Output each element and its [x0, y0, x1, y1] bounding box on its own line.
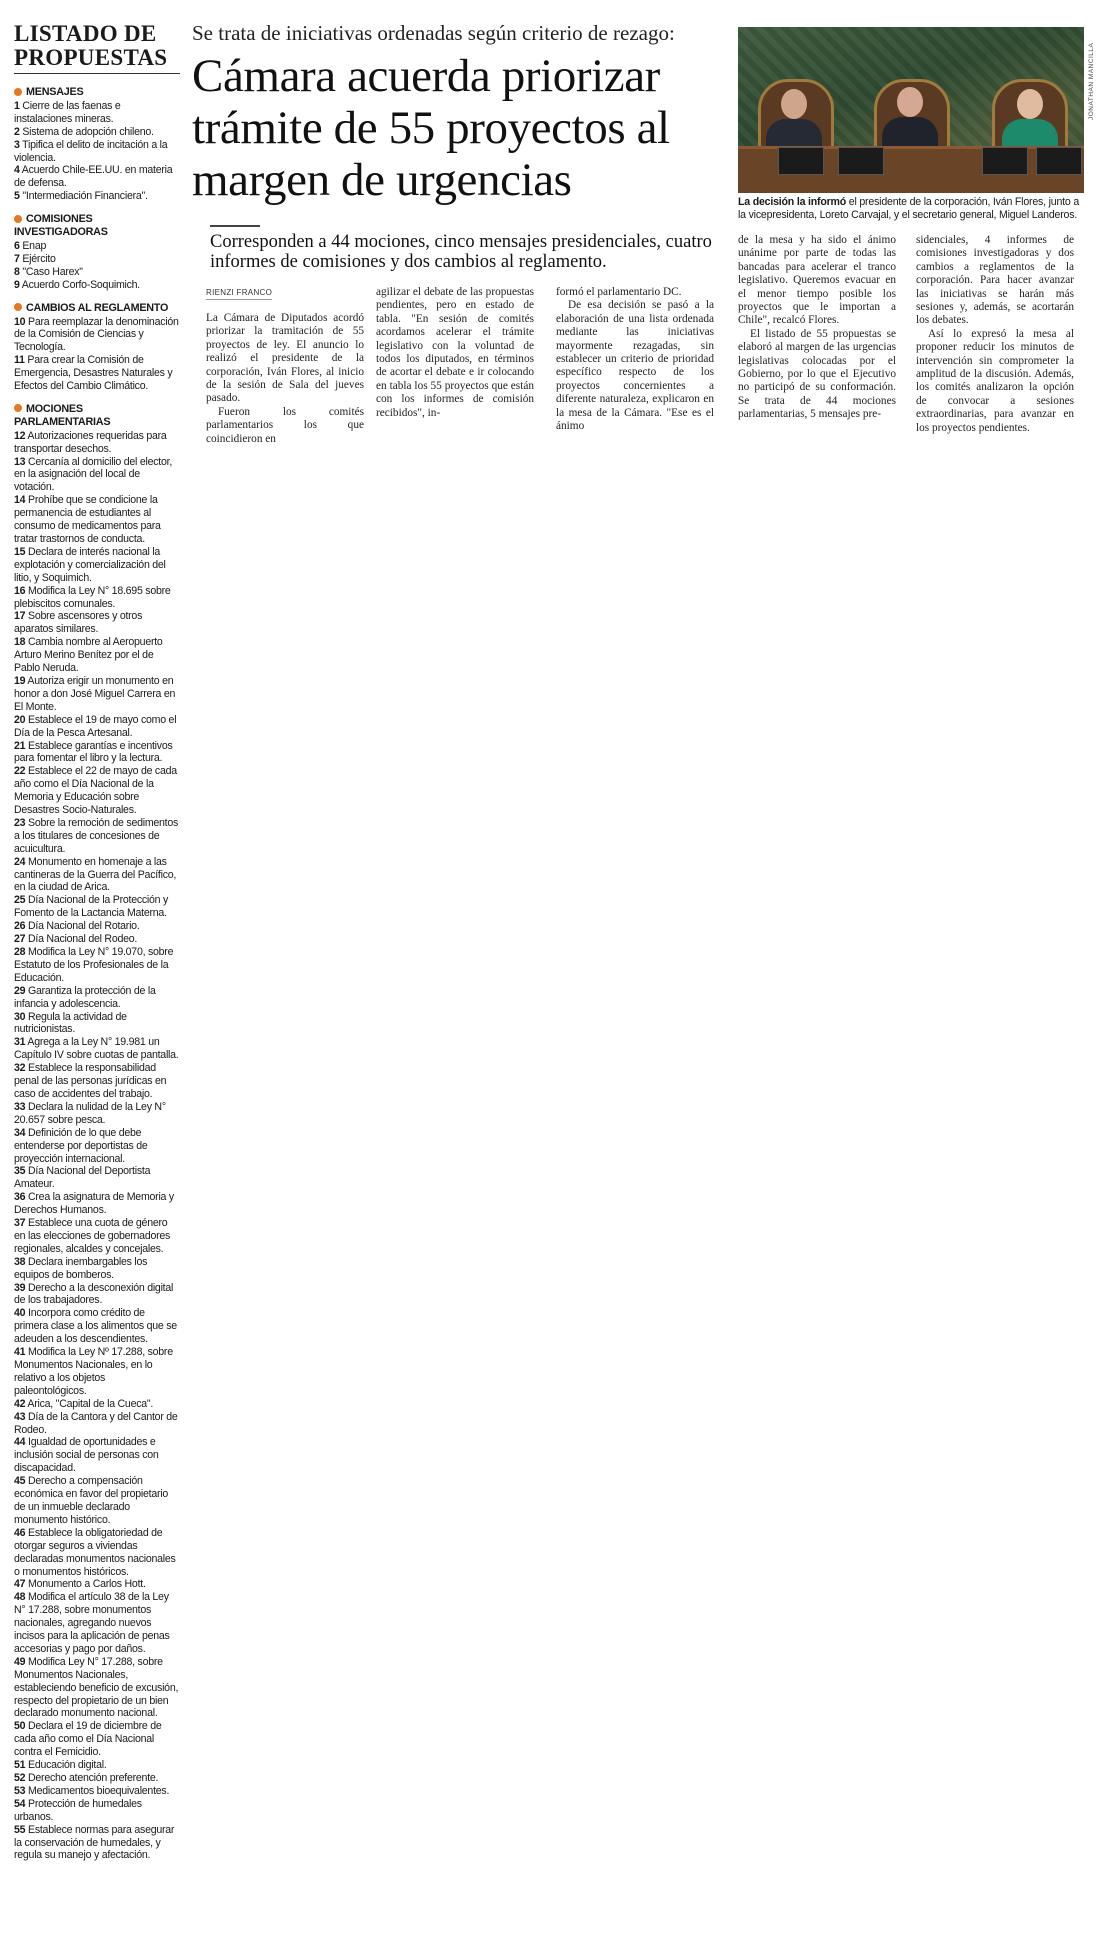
caption-text: el presidente de la corporación, Iván Flores, junto a la vicepresidenta, Loreto Carvajal, y el secretario general, Miguel Landeros. [738, 196, 1080, 221]
list-item-number: 19 [14, 674, 26, 687]
bullet-dot-icon [14, 404, 22, 412]
list-item-text: Derecho atención preferente. [28, 1772, 159, 1784]
photo-laptop [1036, 147, 1082, 175]
list-item [14, 1036, 180, 1062]
list-item-number: 21 [14, 739, 26, 752]
list-item-text: Establece el 19 de mayo como el Día de la Pesca Artesanal. [14, 713, 177, 739]
list-item-text: Medicamentos bioequivalentes. [28, 1784, 170, 1797]
list-item-text: Establece el 22 de mayo de cada año como el Día Nacional de la Memoria y Educación sobre Desastres Socio-Naturales. [14, 765, 177, 817]
list-item-number: 8 [14, 265, 20, 278]
list-item [14, 1127, 180, 1166]
list-item-number: 24 [14, 855, 26, 868]
list-item [14, 1062, 180, 1101]
list-item [14, 765, 180, 817]
list-item-number: 10 [14, 315, 26, 328]
kicker: Se trata de iniciativas ordenadas según criterio de rezago: [192, 21, 675, 45]
list-item-text: Declara inembargables los equipos de bomberos. [14, 1255, 148, 1281]
body-paragraph: Así lo expresó la mesa al proponer reducir los minutos de intervención sin comprometer la amplitud de la discusión. Además, los comités analizaron la opción de convocar a sesiones extraordinarias, para avanzar en los proyectos pendientes. [916, 327, 1074, 434]
list-item [14, 920, 180, 933]
list-item-text: Sobre ascensores y otros aparatos similares. [14, 610, 143, 636]
body-column-2 [376, 286, 534, 420]
list-item-text: Sistema de adopción chileno. [22, 125, 154, 138]
caption-lead: La decisión la informó [738, 196, 847, 208]
list-item-text: Día Nacional del Deportista Amateur. [14, 1165, 151, 1191]
list-item-text: Autoriza erigir un monumento en honor a don José Miguel Carrera en El Monte. [14, 674, 176, 713]
bullet-dot-icon [14, 88, 22, 96]
list-item-number: 29 [14, 984, 26, 997]
body-paragraph: formó el parlamentario DC. [556, 286, 682, 298]
list-item-text: Monumento en homenaje a las cantineras de la Guerra del Pacífico, en la ciudad de Arica. [14, 855, 177, 894]
list-item-number: 9 [14, 278, 20, 291]
list-item-text: Igualdad de oportunidades e inclusión social de personas con discapacidad. [14, 1436, 159, 1475]
body-paragraph: Fueron los comités parlamentarios los que coincidieron en [206, 405, 364, 445]
deck-rule [210, 225, 260, 227]
list-item-number: 27 [14, 933, 26, 946]
list-item-number: 37 [14, 1217, 26, 1230]
list-item [14, 675, 180, 714]
list-item-text: Modifica Ley N° 17.288, sobre Monumentos Nacionales, estableciendo beneficio de excusión, respecto del propietario de un bien declarado monumento nacional. [14, 1655, 179, 1720]
list-item-number: 30 [14, 1010, 26, 1023]
body-paragraph: agilizar el debate de las propuestas pendientes, pero en estado de tabla. "En sesión de comités acordamos acelerar el trámite legislativo con la voluntad de todos los diputados, en términos de acortar el debate e ir colocando en tabla los 55 proyectos que están con los informes de comisión recibidos", in- [376, 286, 534, 419]
list-item-number: 40 [14, 1307, 26, 1320]
list-item-text: Protección de humedales urbanos. [14, 1797, 142, 1823]
photo-caption [738, 196, 1086, 222]
photo [738, 27, 1084, 193]
list-item-text: Autorizaciones requeridas para transportar desechos. [14, 429, 167, 455]
list-item-number: 22 [14, 765, 26, 778]
list-item [14, 933, 180, 946]
sidebar-sections [14, 86, 180, 1862]
list-item-number: 7 [14, 252, 20, 265]
list-item-number: 41 [14, 1346, 26, 1359]
body-paragraph: sidenciales, 4 informes de comisiones investigadoras y dos cambios a reglamentos de la corporación. Para hacer avanzar las iniciativas se harán más sesiones y, además, se acortarán los debates. [916, 234, 1074, 327]
list-item-number: 16 [14, 584, 26, 597]
section-heading [14, 213, 180, 239]
list-item-number: 5 [14, 190, 20, 203]
list-item-text: Educación digital. [28, 1759, 107, 1772]
bullet-dot-icon [14, 303, 22, 311]
list-item-text: "Intermediación Financiera". [22, 190, 148, 203]
list-item-number: 43 [14, 1410, 26, 1423]
list-item-text: Modifica la Ley Nº 17.288, sobre Monumentos Nacionales, en lo relativo a los objetos paleontológicos. [14, 1346, 173, 1397]
list-item [14, 1785, 180, 1798]
list-item [14, 1411, 180, 1437]
list-item-text: Declara el 19 de diciembre de cada año como el Día Nacional contra el Femicidio. [14, 1720, 162, 1759]
list-item-text: Monumento a Carlos Hott. [28, 1578, 146, 1591]
section-heading [14, 403, 180, 429]
list-item-number: 39 [14, 1281, 26, 1294]
photo-laptop [778, 147, 824, 175]
list-item [14, 1191, 180, 1217]
list-item-number: 36 [14, 1191, 26, 1204]
list-item [14, 1475, 180, 1527]
list-item-number: 14 [14, 494, 26, 507]
list-item [14, 494, 180, 546]
list-item-number: 25 [14, 894, 26, 907]
list-item-number: 3 [14, 138, 20, 151]
list-item-text: Día Nacional del Rodeo. [28, 933, 138, 946]
list-item-text: Cierre de las faenas e instalaciones mineras. [14, 99, 121, 125]
list-item-number: 45 [14, 1475, 26, 1488]
list-item-text: Para reemplazar la denominación de la Comisión de Ciencias y Tecnología. [14, 315, 179, 354]
list-item-text: Declara de interés nacional la explotación y comercialización del litio, y Soquimich. [14, 545, 166, 584]
list-item [14, 139, 180, 165]
list-item-text: Incorpora como crédito de primera clase a los alimentos que se adeuden a los descendientes. [14, 1307, 177, 1346]
list-item-text: "Caso Harex" [22, 265, 83, 278]
list-item-text: Acuerdo Chile-EE.UU. en materia de defensa. [14, 164, 173, 190]
list-item [14, 1398, 180, 1411]
list-item-number: 13 [14, 455, 26, 468]
list-item [14, 100, 180, 126]
list-item-text: Prohíbe que se condicione la permanencia de estudiantes al consumo de medicamentos para tratar trastornos de conducta. [14, 494, 161, 545]
list-item-number: 4 [14, 164, 20, 177]
list-item-number: 44 [14, 1436, 26, 1449]
list-item-number: 49 [14, 1655, 26, 1668]
list-item-number: 11 [14, 354, 25, 367]
list-item [14, 266, 180, 279]
section-heading-text: COMISIONES INVESTIGADORAS [14, 213, 108, 239]
body-paragraph: El listado de 55 propuestas se elaboró al margen de las urgencias legislativas colocadas por el Gobierno, por lo que el Ejecutivo no participó de su conformación. Se trata de 44 mociones parlamentarias, 5 mensajes pre- [738, 327, 896, 421]
list-item-text: Día de la Cantora y del Cantor de Rodeo. [14, 1410, 178, 1436]
list-item-number: 55 [14, 1823, 26, 1836]
list-item [14, 316, 180, 355]
list-item [14, 1527, 180, 1579]
list-item-number: 52 [14, 1772, 26, 1784]
list-item [14, 1578, 180, 1591]
list-item-text: Arica, "Capital de la Cueca". [27, 1397, 154, 1410]
list-item [14, 164, 180, 190]
photo-laptop [982, 147, 1028, 175]
list-item-number: 47 [14, 1578, 26, 1591]
list-item [14, 354, 180, 393]
section-heading [14, 302, 180, 315]
list-item [14, 1720, 180, 1759]
list-item-text: Ejército [22, 252, 56, 265]
list-item [14, 240, 180, 253]
section-heading-text: MENSAJES [26, 86, 84, 98]
body-paragraph: De esa decisión se pasó a la elaboración de una lista ordenada mediante las iniciativas mayormente rezagadas, sin establecer un criterio de prioridad específico respecto de los proyectos concernientes a diferente naturaleza, explicaron en la mesa de la Cámara. "Ese es el ánimo [556, 299, 714, 433]
list-item [14, 430, 180, 456]
list-item-number: 23 [14, 816, 26, 829]
sidebar-list [14, 22, 180, 1862]
section-heading [14, 86, 180, 99]
list-item [14, 1772, 180, 1785]
list-item-text: Sobre la remoción de sedimentos a los titulares de concesiones de acuicultura. [14, 816, 179, 855]
list-item [14, 253, 180, 266]
list-item-text: Tipifica el delito de incitación a la violencia. [14, 138, 168, 164]
list-item [14, 856, 180, 895]
list-item [14, 1436, 180, 1475]
list-item [14, 1256, 180, 1282]
list-item-text: Para crear la Comisión de Emergencia, Desastres Naturales y Efectos del Cambio Climático. [14, 354, 173, 393]
list-item-number: 17 [14, 610, 26, 623]
list-item [14, 1165, 180, 1191]
list-item-text: Establece una cuota de género en las elecciones de gobernadores regionales, alcaldes y concejales. [14, 1217, 171, 1255]
list-item-text: Garantiza la protección de la infancia y adolescencia. [14, 984, 156, 1010]
body-paragraph: de la mesa y ha sido el ánimo unánime por parte de todas las bancadas para acelerar el tranco legislativo. Queremos evacuar en el menor tiempo posible los proyectos que le importan a Chile", recalcó Flores. [738, 234, 896, 327]
list-item [14, 190, 180, 203]
list-item [14, 126, 180, 139]
list-item-text: Cambia nombre al Aeropuerto Arturo Merino Benítez por el de Pablo Neruda. [14, 636, 163, 675]
list-item [14, 1798, 180, 1824]
list-item-number: 53 [14, 1784, 26, 1797]
list-item [14, 740, 180, 766]
list-item [14, 1656, 180, 1721]
list-item-text: Modifica la Ley N° 19.070, sobre Estatuto de los Profesionales de la Educación. [14, 946, 174, 984]
list-item-text: Modifica el artículo 38 de la Ley N° 17.288, sobre monumentos nacionales, agregando nuevos incisos para la aplicación de penas accesorias y pago por daños. [14, 1591, 170, 1655]
section-heading-text: MOCIONES PARLAMENTARIAS [14, 402, 111, 428]
list-item-number: 12 [14, 429, 26, 442]
list-item-text: Día Nacional de la Protección y Fomento de la Lactancia Materna. [14, 894, 169, 920]
list-item-number: 42 [14, 1397, 26, 1410]
list-item [14, 714, 180, 740]
list-item [14, 279, 180, 292]
list-item-text: Establece la obligatoriedad de otorgar seguros a viviendas declaradas monumentos nacionales o monumentos históricos. [14, 1526, 176, 1578]
deck: Corresponden a 44 mociones, cinco mensajes presidenciales, cuatro informes de comisiones y dos cambios al reglamento. [210, 232, 712, 272]
list-item-number: 2 [14, 125, 20, 138]
list-item-text: Agrega a la Ley N° 19.981 un Capítulo IV sobre cuotas de pantalla. [14, 1036, 179, 1062]
list-item-text: Acuerdo Corfo-Soquimich. [21, 278, 141, 291]
list-item-number: 26 [14, 920, 26, 933]
list-item-number: 34 [14, 1126, 26, 1139]
list-item-number: 31 [14, 1036, 26, 1049]
list-item-text: Cercanía al domicilio del elector, en la asignación del local de votación. [14, 455, 173, 494]
list-item [14, 817, 180, 856]
list-item [14, 946, 180, 985]
list-item-text: Modifica la Ley N° 18.695 sobre plebiscitos comunales. [14, 584, 171, 610]
list-item-text: Definición de lo que debe entenderse por deportistas de proyección internacional. [14, 1126, 148, 1165]
list-item [14, 1346, 180, 1398]
list-item [14, 1824, 180, 1863]
list-item-text: Establece garantías e incentivos para fomentar el libro y la lectura. [14, 739, 173, 765]
list-item-text: Declara la nulidad de la Ley N° 20.657 sobre pesca. [14, 1100, 166, 1126]
list-item [14, 585, 180, 611]
list-item [14, 1282, 180, 1308]
list-item-number: 51 [14, 1759, 26, 1772]
list-item-number: 46 [14, 1526, 26, 1539]
list-item-number: 54 [14, 1797, 26, 1810]
list-item [14, 546, 180, 585]
list-item-number: 38 [14, 1255, 26, 1268]
body-column-3 [556, 286, 714, 433]
byline: RIENZI FRANCO [206, 288, 272, 300]
body-column-5 [916, 234, 1074, 435]
list-item-number: 50 [14, 1720, 26, 1733]
list-item [14, 1217, 180, 1256]
body-column-4 [738, 234, 896, 422]
list-item-text: Regula la actividad de nutricionistas. [14, 1010, 127, 1036]
sidebar-title: LISTADO DE PROPUESTAS [14, 22, 180, 74]
list-item-number: 6 [14, 239, 20, 252]
list-item [14, 456, 180, 495]
list-item [14, 610, 180, 636]
list-item-number: 35 [14, 1165, 26, 1178]
list-item-text: Establece la responsabilidad penal de las personas jurídicas en caso de accidentes del trabajo. [14, 1062, 167, 1100]
list-item [14, 985, 180, 1011]
list-item-number: 48 [14, 1591, 26, 1604]
list-item [14, 1101, 180, 1127]
list-item [14, 1011, 180, 1037]
list-item [14, 1591, 180, 1656]
list-item-text: Derecho a la desconexión digital de los trabajadores. [14, 1281, 174, 1307]
list-item-text: Enap [22, 239, 47, 252]
list-item [14, 1759, 180, 1772]
list-item-number: 20 [14, 713, 26, 726]
list-item-number: 28 [14, 946, 26, 958]
list-item-number: 33 [14, 1100, 26, 1113]
headline: Cámara acuerda priorizar trámite de 55 proyectos al margen de urgencias [192, 50, 670, 206]
body-paragraph: La Cámara de Diputados acordó priorizar la tramitación de 55 proyectos de ley. El anuncio lo realizó el presidente de la corporación, Iván Flores, al inicio de la sesión de Sala del jueves pasado. [206, 312, 364, 405]
list-item-text: Día Nacional del Rotario. [28, 920, 140, 933]
list-item [14, 894, 180, 920]
photo-credit: JONATHAN MANCILLA [1088, 42, 1095, 120]
list-item-number: 32 [14, 1062, 26, 1075]
list-item-text: Establece normas para asegurar la conservación de humedales, y regula su manejo y afectación. [14, 1823, 175, 1862]
body-column-1 [206, 312, 364, 446]
list-item-text: Derecho a compensación económica en favor del propietario de un inmueble declarado monumento histórico. [14, 1475, 169, 1526]
list-item-number: 1 [14, 99, 20, 112]
list-item [14, 636, 180, 675]
bullet-dot-icon [14, 215, 22, 223]
list-item-number: 18 [14, 636, 26, 649]
photo-laptop [838, 147, 884, 175]
list-item-text: Crea la asignatura de Memoria y Derechos Humanos. [14, 1191, 174, 1217]
section-heading-text: CAMBIOS AL REGLAMENTO [26, 301, 169, 314]
list-item-number: 15 [14, 545, 26, 558]
list-item [14, 1307, 180, 1346]
